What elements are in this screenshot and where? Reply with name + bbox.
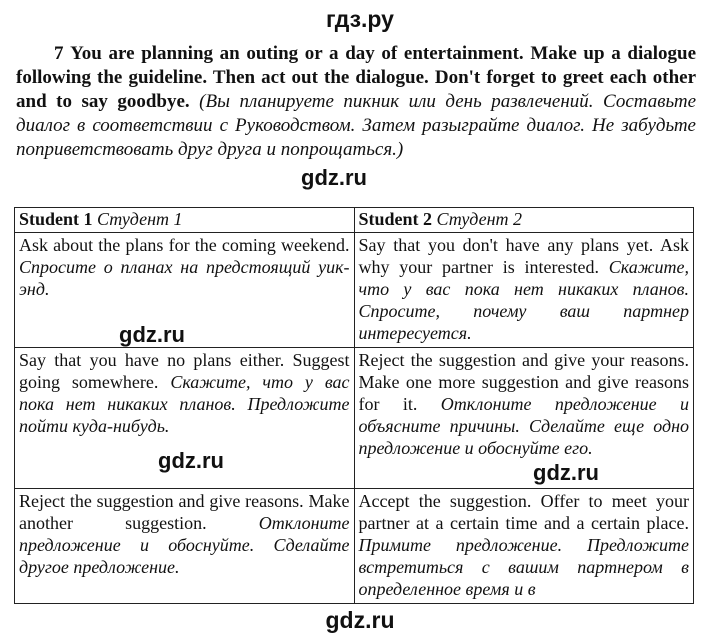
cell-en: Ask about the plans for the coming weekend. xyxy=(19,235,350,255)
table-cell xyxy=(15,489,355,604)
cell-ru: Примите предложение. Предложите встретиться с вашим партнером в определенное время и в xyxy=(358,535,689,599)
watermark-cell-3: gdz.ru xyxy=(158,448,224,473)
cell-en: Reject the suggestion and give reasons. Make another suggestion. xyxy=(19,491,350,533)
table-cell xyxy=(354,233,694,348)
table-header-row xyxy=(15,208,694,233)
header-student-2 xyxy=(354,208,694,233)
table-row xyxy=(15,489,694,604)
task-russian-text: (Вы планируете пикник или день развлечений. Составьте диалог в соответствии с Руководством. Затем разыграйте диалог. Не забудьте поприветствовать друг друга и попрощаться.) xyxy=(16,91,697,160)
cell-ru: Отклоните предложение и обоснуйте. Сделайте другое предложение. xyxy=(19,513,350,577)
watermark-middle: gdz.ru xyxy=(301,165,367,190)
table-row xyxy=(15,233,694,348)
task-instructions xyxy=(16,42,696,162)
header-student-2-en: Student 2 xyxy=(358,209,433,229)
table-cell xyxy=(354,489,694,604)
task-number: 7 xyxy=(54,43,64,64)
cell-ru: Скажите, что у вас пока нет никаких планов. Предложите пойти куда-нибудь. xyxy=(19,372,350,436)
cell-en: Reject the suggestion and give your reasons. Make one more suggestion and give reasons for it. xyxy=(358,350,689,414)
cell-ru: Скажите, что у вас пока нет никаких планов. Спросите, почему ваш партнер интересуется. xyxy=(358,257,690,343)
guideline-table xyxy=(14,207,694,604)
watermark-cell-4: gdz.ru xyxy=(533,460,599,485)
header-student-1-en: Student 1 xyxy=(19,209,93,229)
watermark-cell-1: gdz.ru xyxy=(119,322,185,347)
cell-ru: Отклоните предложение и объясните причины. Сделайте еще одно предложение и обоснуйте его. xyxy=(358,394,689,458)
header-student-2-ru: Студент 2 xyxy=(436,209,523,229)
table-cell xyxy=(354,348,694,489)
watermark-top: гдз.ру xyxy=(326,6,394,32)
header-student-1 xyxy=(15,208,355,233)
watermark-bottom: gdz.ru xyxy=(325,607,395,633)
header-student-1-ru: Студент 1 xyxy=(97,209,183,229)
task-english-text: You are planning an outing or a day of entertainment. Make up a dialogue following the guideline. Then act out the dialogue. Don't forget to greet each other and to say goodbye. xyxy=(16,43,697,112)
cell-en: Accept the suggestion. Offer to meet your partner at a certain time and a certain place. xyxy=(358,491,689,533)
cell-en: Say that you have no plans either. Suggest going somewhere. xyxy=(19,350,350,392)
cell-ru: Спросите о планах на предстоящий уик-энд. xyxy=(19,257,350,299)
cell-en: Say that you don't have any plans yet. Ask why your partner is interested. xyxy=(358,235,689,277)
